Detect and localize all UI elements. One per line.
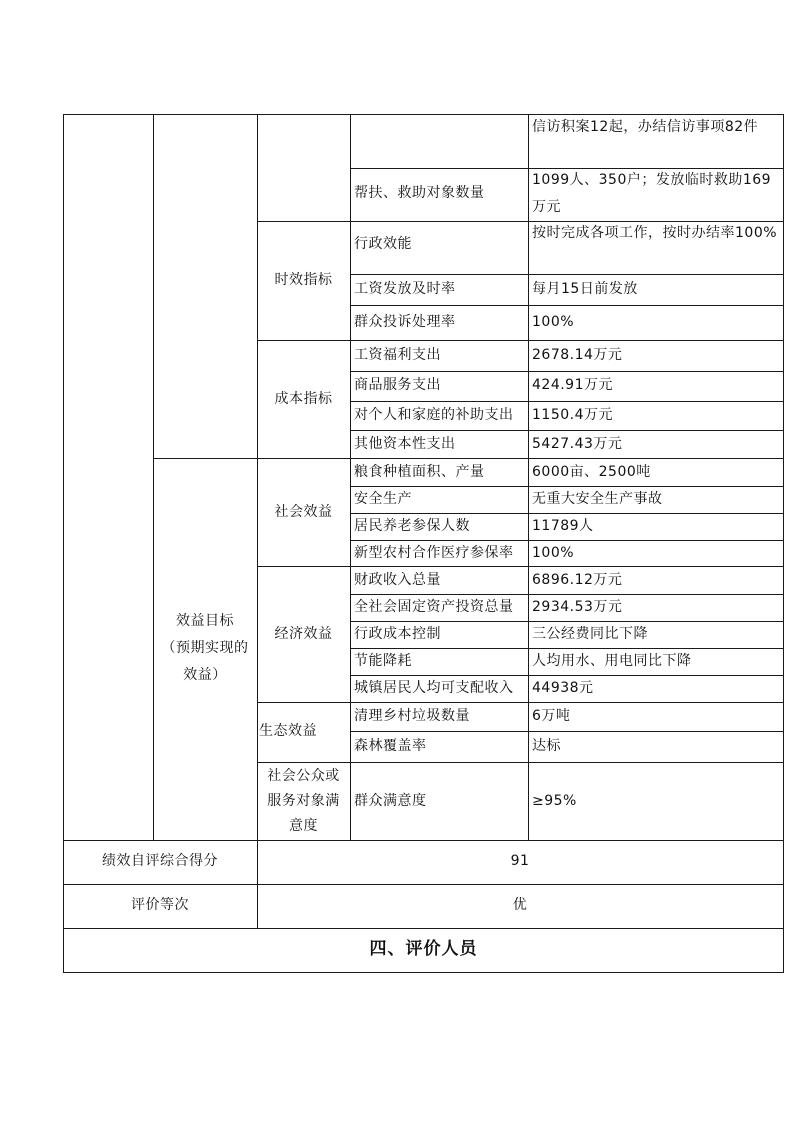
table-cell-value: 100% — [532, 545, 575, 561]
table-cell-indicator: 新型农村合作医疗参保率 — [354, 545, 514, 561]
category-label: 生态效益 — [259, 723, 317, 739]
table-cell-value: 每月15日前发放 — [532, 281, 638, 297]
grade-label: 评价等次 — [131, 897, 189, 913]
table-cell-value: 6896.12万元 — [532, 572, 623, 588]
table-cell-indicator: 商品服务支出 — [354, 377, 441, 393]
table-cell-indicator: 工资发放及时率 — [354, 281, 456, 297]
table-cell-value: 5427.43万元 — [532, 436, 623, 452]
table-cell-value: 1150.4万元 — [532, 407, 613, 423]
score-label: 绩效自评综合得分 — [102, 853, 218, 869]
table-cell-value: 达标 — [532, 738, 561, 754]
table-cell-value: ≥95% — [532, 793, 577, 809]
table-cell-value: 424.91万元 — [532, 377, 613, 393]
table-cell-value: 44938元 — [532, 680, 594, 696]
table-cell-indicator: 群众满意度 — [354, 793, 427, 809]
table-cell-indicator: 群众投诉处理率 — [354, 314, 456, 330]
benefit-goal-label: 效益） — [183, 667, 227, 683]
category-label: 服务对象满 — [267, 793, 340, 809]
section-heading: 四、评价人员 — [369, 939, 478, 959]
table-cell-indicator: 行政效能 — [354, 236, 412, 252]
grade-value: 优 — [512, 897, 528, 913]
table-cell-value: 2934.53万元 — [532, 599, 623, 615]
table-cell-indicator: 财政收入总量 — [354, 572, 441, 588]
category-label: 经济效益 — [274, 626, 333, 642]
table-cell-value: 1099人、350户；发放临时救助169万元 — [532, 172, 772, 215]
category-label: 成本指标 — [274, 391, 333, 407]
table-cell-value: 6000亩、2500吨 — [532, 464, 651, 480]
category-label: 时效指标 — [274, 272, 333, 288]
benefit-goal-label: （预期实现的 — [161, 640, 249, 656]
table-cell-indicator: 对个人和家庭的补助支出 — [354, 407, 514, 423]
table-cell-indicator: 帮扶、救助对象数量 — [354, 185, 485, 201]
table-cell-indicator: 居民养老参保人数 — [354, 518, 470, 534]
table-cell-value: 按时完成各项工作，按时办结率100% — [532, 225, 778, 241]
table-cell-value: 三公经费同比下降 — [532, 626, 648, 642]
benefit-goal-label: 效益目标 — [176, 613, 234, 629]
table-cell-value: 信访积案12起，办结信访事项82件 — [532, 119, 759, 135]
table-cell-value: 无重大安全生产事故 — [532, 491, 663, 507]
table-cell-indicator: 工资福利支出 — [354, 347, 441, 363]
category-label: 社会效益 — [274, 504, 333, 520]
table-cell-indicator: 节能降耗 — [354, 653, 412, 669]
table-cell-indicator: 全社会固定资产投资总量 — [354, 599, 514, 615]
table-cell-value: 人均用水、用电同比下降 — [532, 653, 692, 669]
table-cell-indicator: 粮食种植面积、产量 — [354, 464, 485, 480]
table-cell-indicator: 清理乡村垃圾数量 — [354, 708, 470, 724]
table-cell-value: 11789人 — [532, 518, 594, 534]
table-cell-indicator: 行政成本控制 — [354, 626, 441, 642]
score-value: 91 — [510, 853, 530, 869]
table-cell-indicator: 其他资本性支出 — [354, 436, 456, 452]
table-cell-indicator: 城镇居民人均可支配收入 — [354, 680, 514, 696]
table-cell-value: 2678.14万元 — [532, 347, 623, 363]
table-cell-value: 6万吨 — [532, 708, 571, 724]
table-cell-indicator: 森林覆盖率 — [354, 738, 427, 754]
table-cell-indicator: 安全生产 — [354, 491, 412, 507]
category-label: 意度 — [289, 818, 318, 834]
category-label: 社会公众或 — [267, 768, 340, 784]
table-cell-value: 100% — [532, 314, 575, 330]
